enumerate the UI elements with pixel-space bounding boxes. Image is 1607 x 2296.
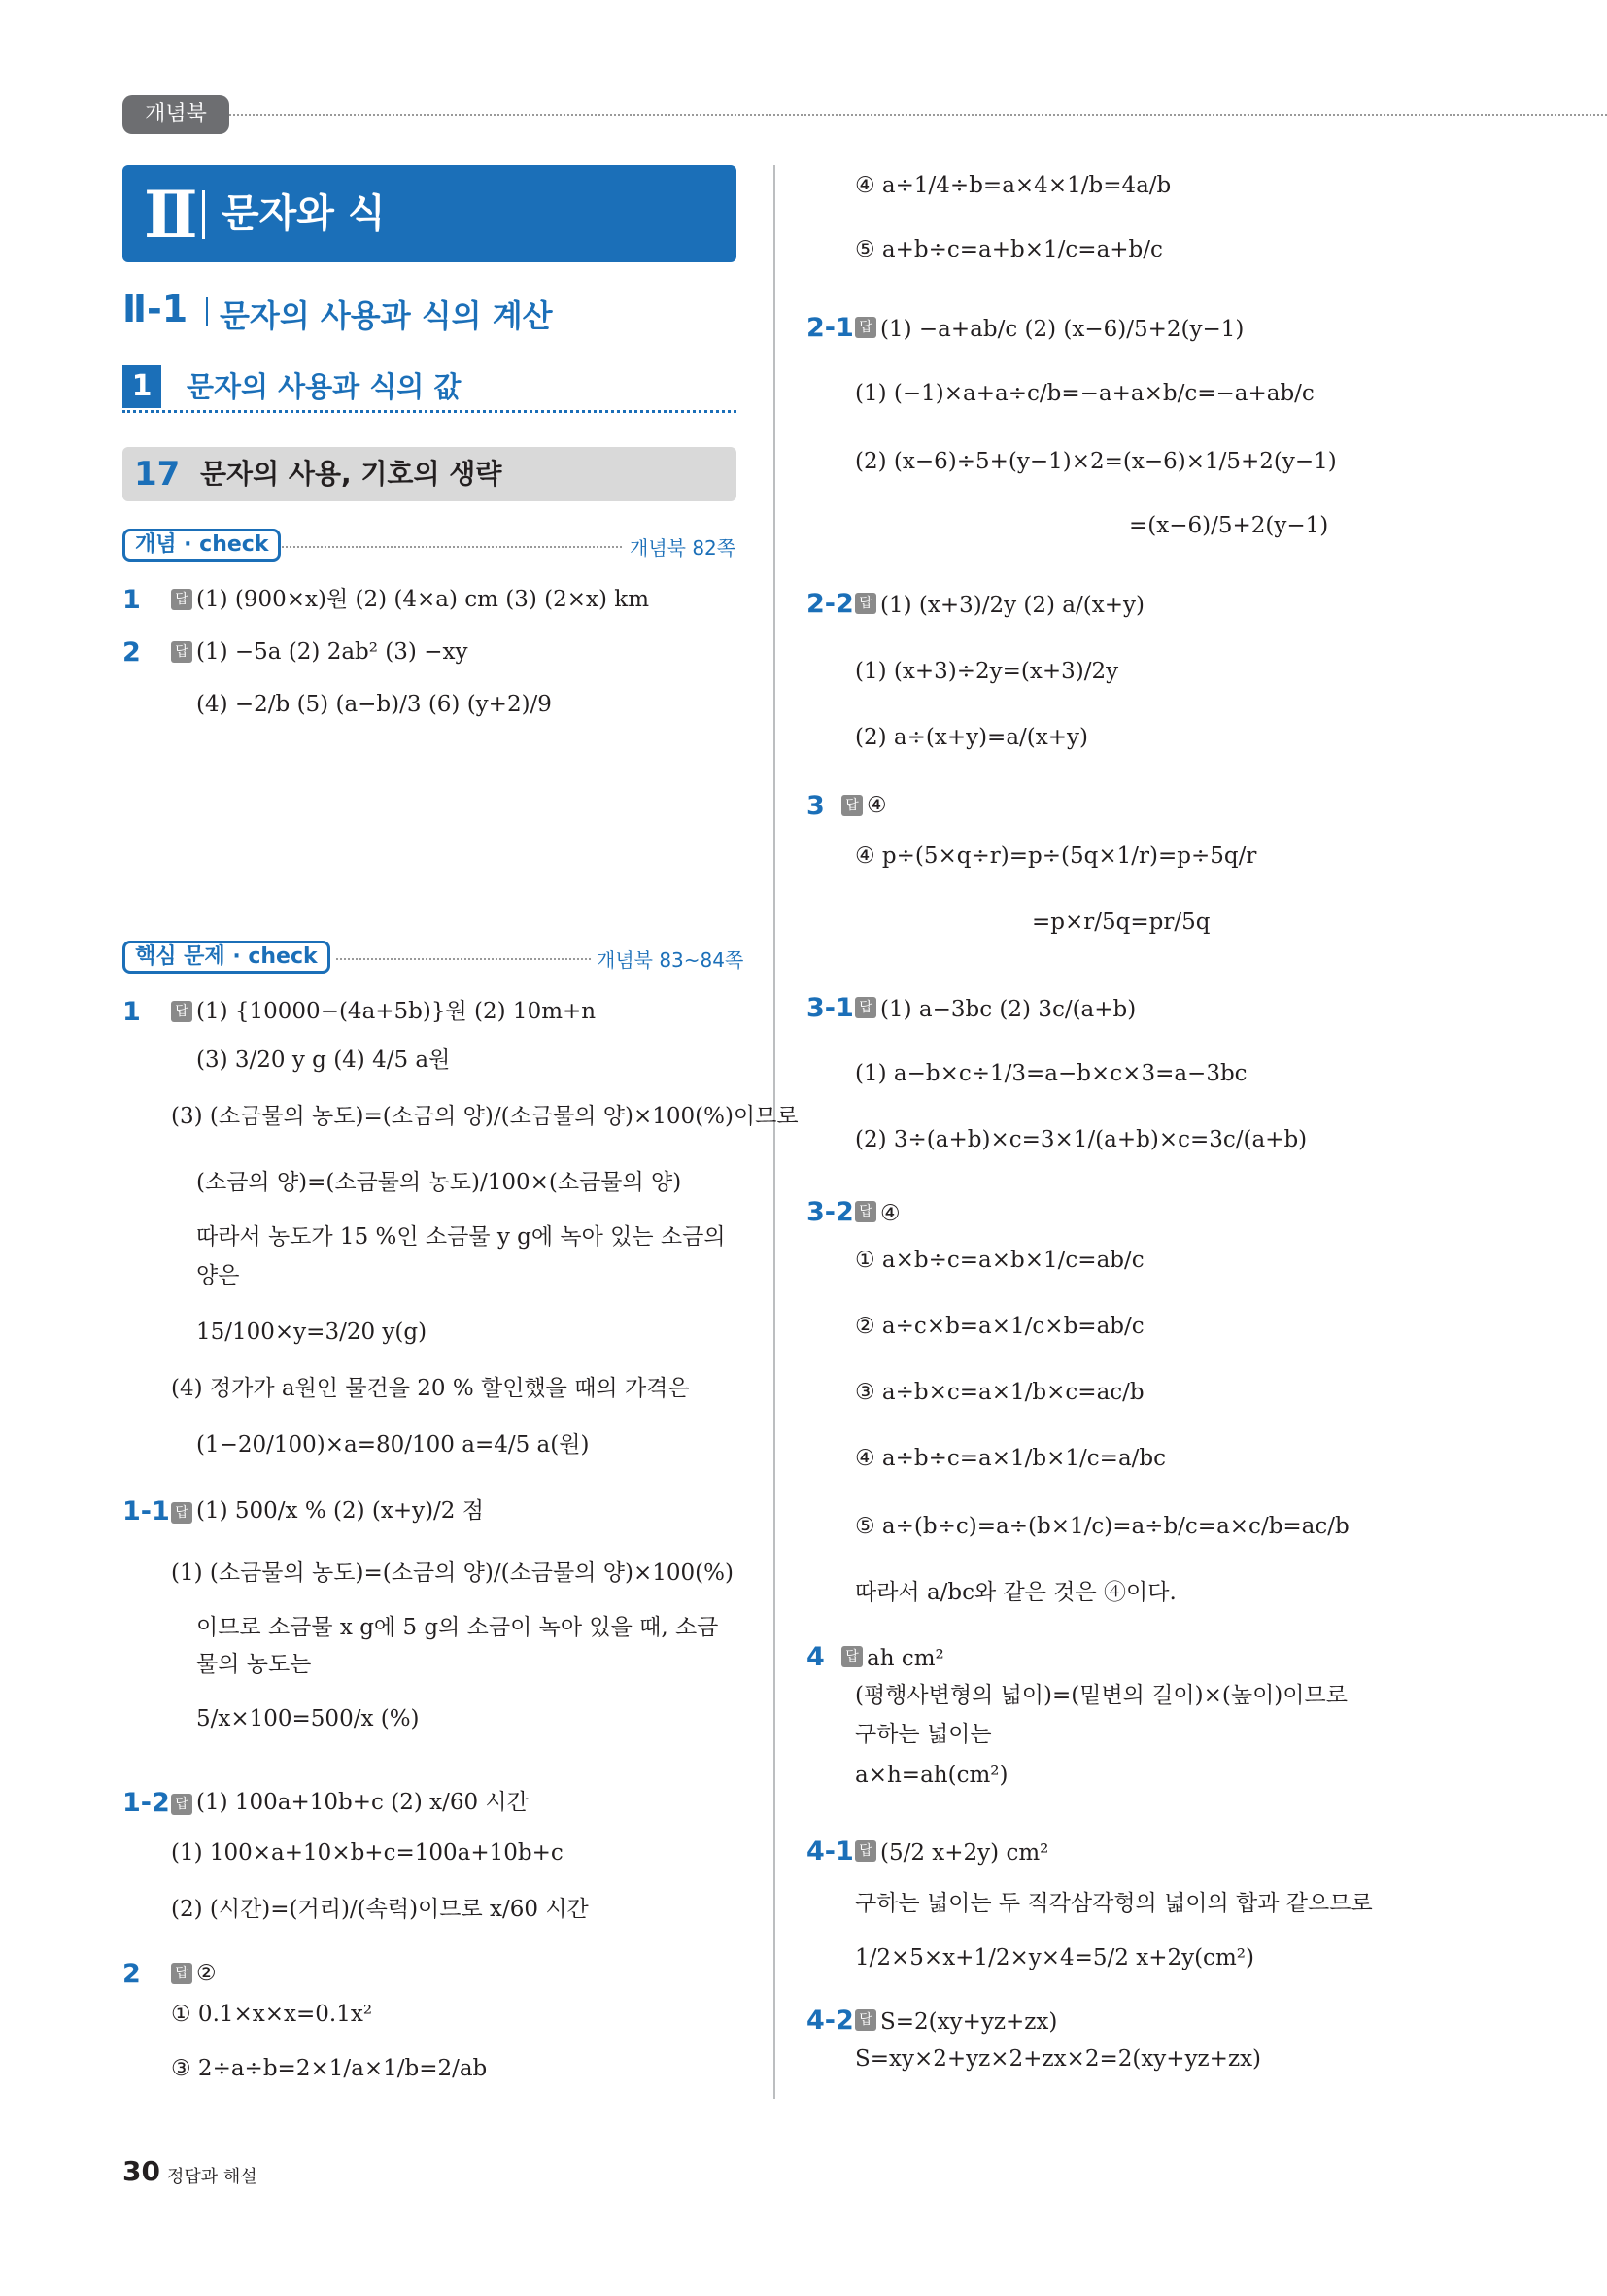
answer-line: (5/2 x+2y) cm² (880, 1840, 1049, 1866)
solution-line: ② a÷c×b=a×1/c×b=ab/c (855, 1314, 1145, 1339)
answer-mark: 답 (841, 1646, 863, 1667)
answer-mark: 답 (855, 2009, 876, 2031)
solution-line: ① 0.1×x×x=0.1x² (171, 2002, 373, 2027)
chapter-divider (202, 190, 205, 239)
answer-line: ④ (880, 1201, 901, 1226)
header-divider (229, 114, 1607, 116)
problem-number: 1-2 (122, 1788, 170, 1818)
problem-number: 3-1 (806, 993, 854, 1023)
answer-line: (1) 500/x % (2) (x+y)/2 점 (196, 1498, 484, 1524)
solution-line: =(x−6)/5+2(y−1) (1129, 513, 1329, 538)
solution-line: (1) (x+3)÷2y=(x+3)/2y (855, 659, 1119, 684)
answer-mark: 답 (855, 317, 876, 338)
chapter-number: Ⅱ (144, 177, 198, 253)
solution-line: ④ p÷(5×q÷r)=p÷(5q×1/r)=p÷5q/r (855, 843, 1257, 869)
concept-check-divider (282, 546, 622, 548)
answer-line: (1) −a+ab/c (2) (x−6)/5+2(y−1) (880, 317, 1245, 342)
core-check-divider (336, 958, 591, 960)
answer-line: (1) 100a+10b+c (2) x/60 시간 (196, 1790, 529, 1815)
solution-line: 따라서 a/bc와 같은 것은 ④이다. (855, 1580, 1177, 1605)
answer-mark: 답 (855, 1201, 876, 1222)
answer-line: (1) a−3bc (2) 3c/(a+b) (880, 997, 1137, 1022)
answer-line: (1) −5a (2) 2ab² (3) −xy (196, 639, 468, 665)
problem-number: 2 (122, 1959, 141, 1989)
answer-line: (1) (x+3)/2y (2) a/(x+y) (880, 593, 1145, 618)
solution-line: (1) 100×a+10×b+c=100a+10b+c (171, 1840, 564, 1866)
solution-line: ③ a÷b×c=a×1/b×c=ac/b (855, 1380, 1145, 1405)
solution-line: 따라서 농도가 15 %인 소금물 y g에 녹아 있는 소금의 (196, 1224, 726, 1250)
answer-mark: 답 (855, 593, 876, 614)
page-number: 30 (122, 2155, 160, 2187)
problem-number: 2-2 (806, 589, 854, 619)
solution-line: a×h=ah(cm²) (855, 1763, 1009, 1788)
problem-number: 3 (806, 791, 825, 821)
solution-line: (2) a÷(x+y)=a/(x+y) (855, 725, 1088, 750)
solution-line: (1) (소금물의 농도)=(소금의 양)/(소금물의 양)×100(%) (171, 1560, 734, 1586)
section-divider (206, 297, 208, 326)
problem-number: 4 (806, 1642, 825, 1672)
solution-line: 양은 (196, 1263, 240, 1288)
answer-line: ④ (867, 793, 887, 818)
answer-line: (1) (900×x)원 (2) (4×a) cm (3) (2×x) km (196, 587, 650, 612)
solution-line: 5/x×100=500/x (%) (196, 1706, 420, 1731)
solution-line: (1) (−1)×a+a÷c/b=−a+a×b/c=−a+ab/c (855, 381, 1315, 406)
subsection-number: 1 (122, 365, 161, 408)
solution-line: ⑤ a+b÷c=a+b×1/c=a+b/c (855, 237, 1163, 262)
answer-mark: 답 (171, 1794, 192, 1815)
subsection-underline (122, 410, 736, 413)
problem-number: 1 (122, 585, 141, 615)
solution-line: (4) 정가가 a원인 물건을 20 % 할인했을 때의 가격은 (171, 1376, 690, 1401)
solution-line: =p×r/5q=pr/5q (1032, 909, 1211, 935)
topic-number: 17 (134, 455, 181, 494)
answer-mark: 답 (171, 1001, 192, 1022)
concept-check-label: 개념 · check (122, 529, 281, 562)
solution-line: ③ 2÷a÷b=2×1/a×1/b=2/ab (171, 2056, 488, 2081)
chapter-banner (122, 165, 736, 262)
answer-mark: 답 (171, 589, 192, 610)
solution-line: (소금의 양)=(소금물의 농도)/100×(소금물의 양) (196, 1170, 682, 1195)
solution-line: (3) (소금물의 농도)=(소금의 양)/(소금물의 양)×100(%)이므로 (171, 1104, 799, 1129)
problem-number: 2-1 (806, 313, 854, 343)
answer-mark: 답 (171, 1963, 192, 1984)
problem-number: 1-1 (122, 1496, 170, 1526)
section-title: 문자의 사용과 식의 계산 (220, 297, 553, 334)
problem-number: 2 (122, 637, 141, 668)
solution-line: (2) 3÷(a+b)×c=3×1/(a+b)×c=3c/(a+b) (855, 1127, 1308, 1152)
solution-line: (2) (시간)=(거리)/(속력)이므로 x/60 시간 (171, 1897, 589, 1922)
answer-line: ② (196, 1961, 217, 1986)
solution-line: S=xy×2+yz×2+zx×2=2(xy+yz+zx) (855, 2046, 1262, 2072)
problem-number: 4-2 (806, 2005, 854, 2036)
answer-line: (1) {10000−(4a+5b)}원 (2) 10m+n (196, 999, 597, 1024)
problem-number: 1 (122, 997, 141, 1027)
core-check-label: 핵심 문제 · check (122, 941, 330, 974)
solution-line: ⑤ a÷(b÷c)=a÷(b×1/c)=a÷b/c=a×c/b=ac/b (855, 1514, 1350, 1539)
concept-check-ref: 개념북 82쪽 (630, 536, 736, 560)
answer-mark: 답 (855, 997, 876, 1018)
solution-line: 물의 농도는 (196, 1652, 312, 1677)
solution-line: ① a×b÷c=a×b×1/c=ab/c (855, 1248, 1145, 1273)
solution-line: ④ a÷1/4÷b=a×4×1/b=4a/b (855, 173, 1172, 198)
answer-mark: 답 (171, 641, 192, 663)
solution-line: (2) (x−6)÷5+(y−1)×2=(x−6)×1/5+2(y−1) (855, 449, 1337, 474)
answer-mark: 답 (841, 795, 863, 816)
footer-label: 정답과 해설 (167, 2167, 257, 2187)
answer-line: S=2(xy+yz+zx) (880, 2009, 1058, 2035)
answer-mark: 답 (171, 1502, 192, 1524)
solution-line: ④ a÷b÷c=a×1/b×1/c=a/bc (855, 1446, 1167, 1471)
solution-line: 1/2×5×x+1/2×y×4=5/2 x+2y(cm²) (855, 1945, 1254, 1970)
solution-line: 구하는 넓이는 두 직각삼각형의 넓이의 합과 같으므로 (855, 1891, 1373, 1916)
solution-line: (1) a−b×c÷1/3=a−b×c×3=a−3bc (855, 1061, 1248, 1086)
section-number: Ⅱ-1 (122, 288, 188, 330)
topic-title: 문자의 사용, 기호의 생략 (200, 458, 502, 490)
chapter-title: 문자와 식 (222, 191, 386, 236)
answer-line: ah cm² (867, 1646, 944, 1671)
solution-line: (1−20/100)×a=80/100 a=4/5 a(원) (196, 1432, 590, 1457)
subsection-title: 문자의 사용과 식의 값 (187, 370, 462, 403)
solution-line: (평행사변형의 넓이)=(밑변의 길이)×(높이)이므로 (855, 1683, 1348, 1708)
core-check-ref: 개념북 83~84쪽 (597, 948, 744, 972)
answer-line: (3) 3/20 y g (4) 4/5 a원 (196, 1047, 451, 1073)
solution-line: 구하는 넓이는 (855, 1722, 992, 1747)
problem-number: 4-1 (806, 1836, 854, 1867)
solution-line: 15/100×y=3/20 y(g) (196, 1319, 427, 1345)
column-divider (773, 165, 775, 2099)
problem-number: 3-2 (806, 1197, 854, 1227)
answer-mark: 답 (855, 1840, 876, 1862)
answer-line: (4) −2/b (5) (a−b)/3 (6) (y+2)/9 (196, 692, 552, 717)
solution-line: 이므로 소금물 x g에 5 g의 소금이 녹아 있을 때, 소금 (196, 1615, 719, 1640)
header-tag: 개념북 (122, 95, 229, 134)
